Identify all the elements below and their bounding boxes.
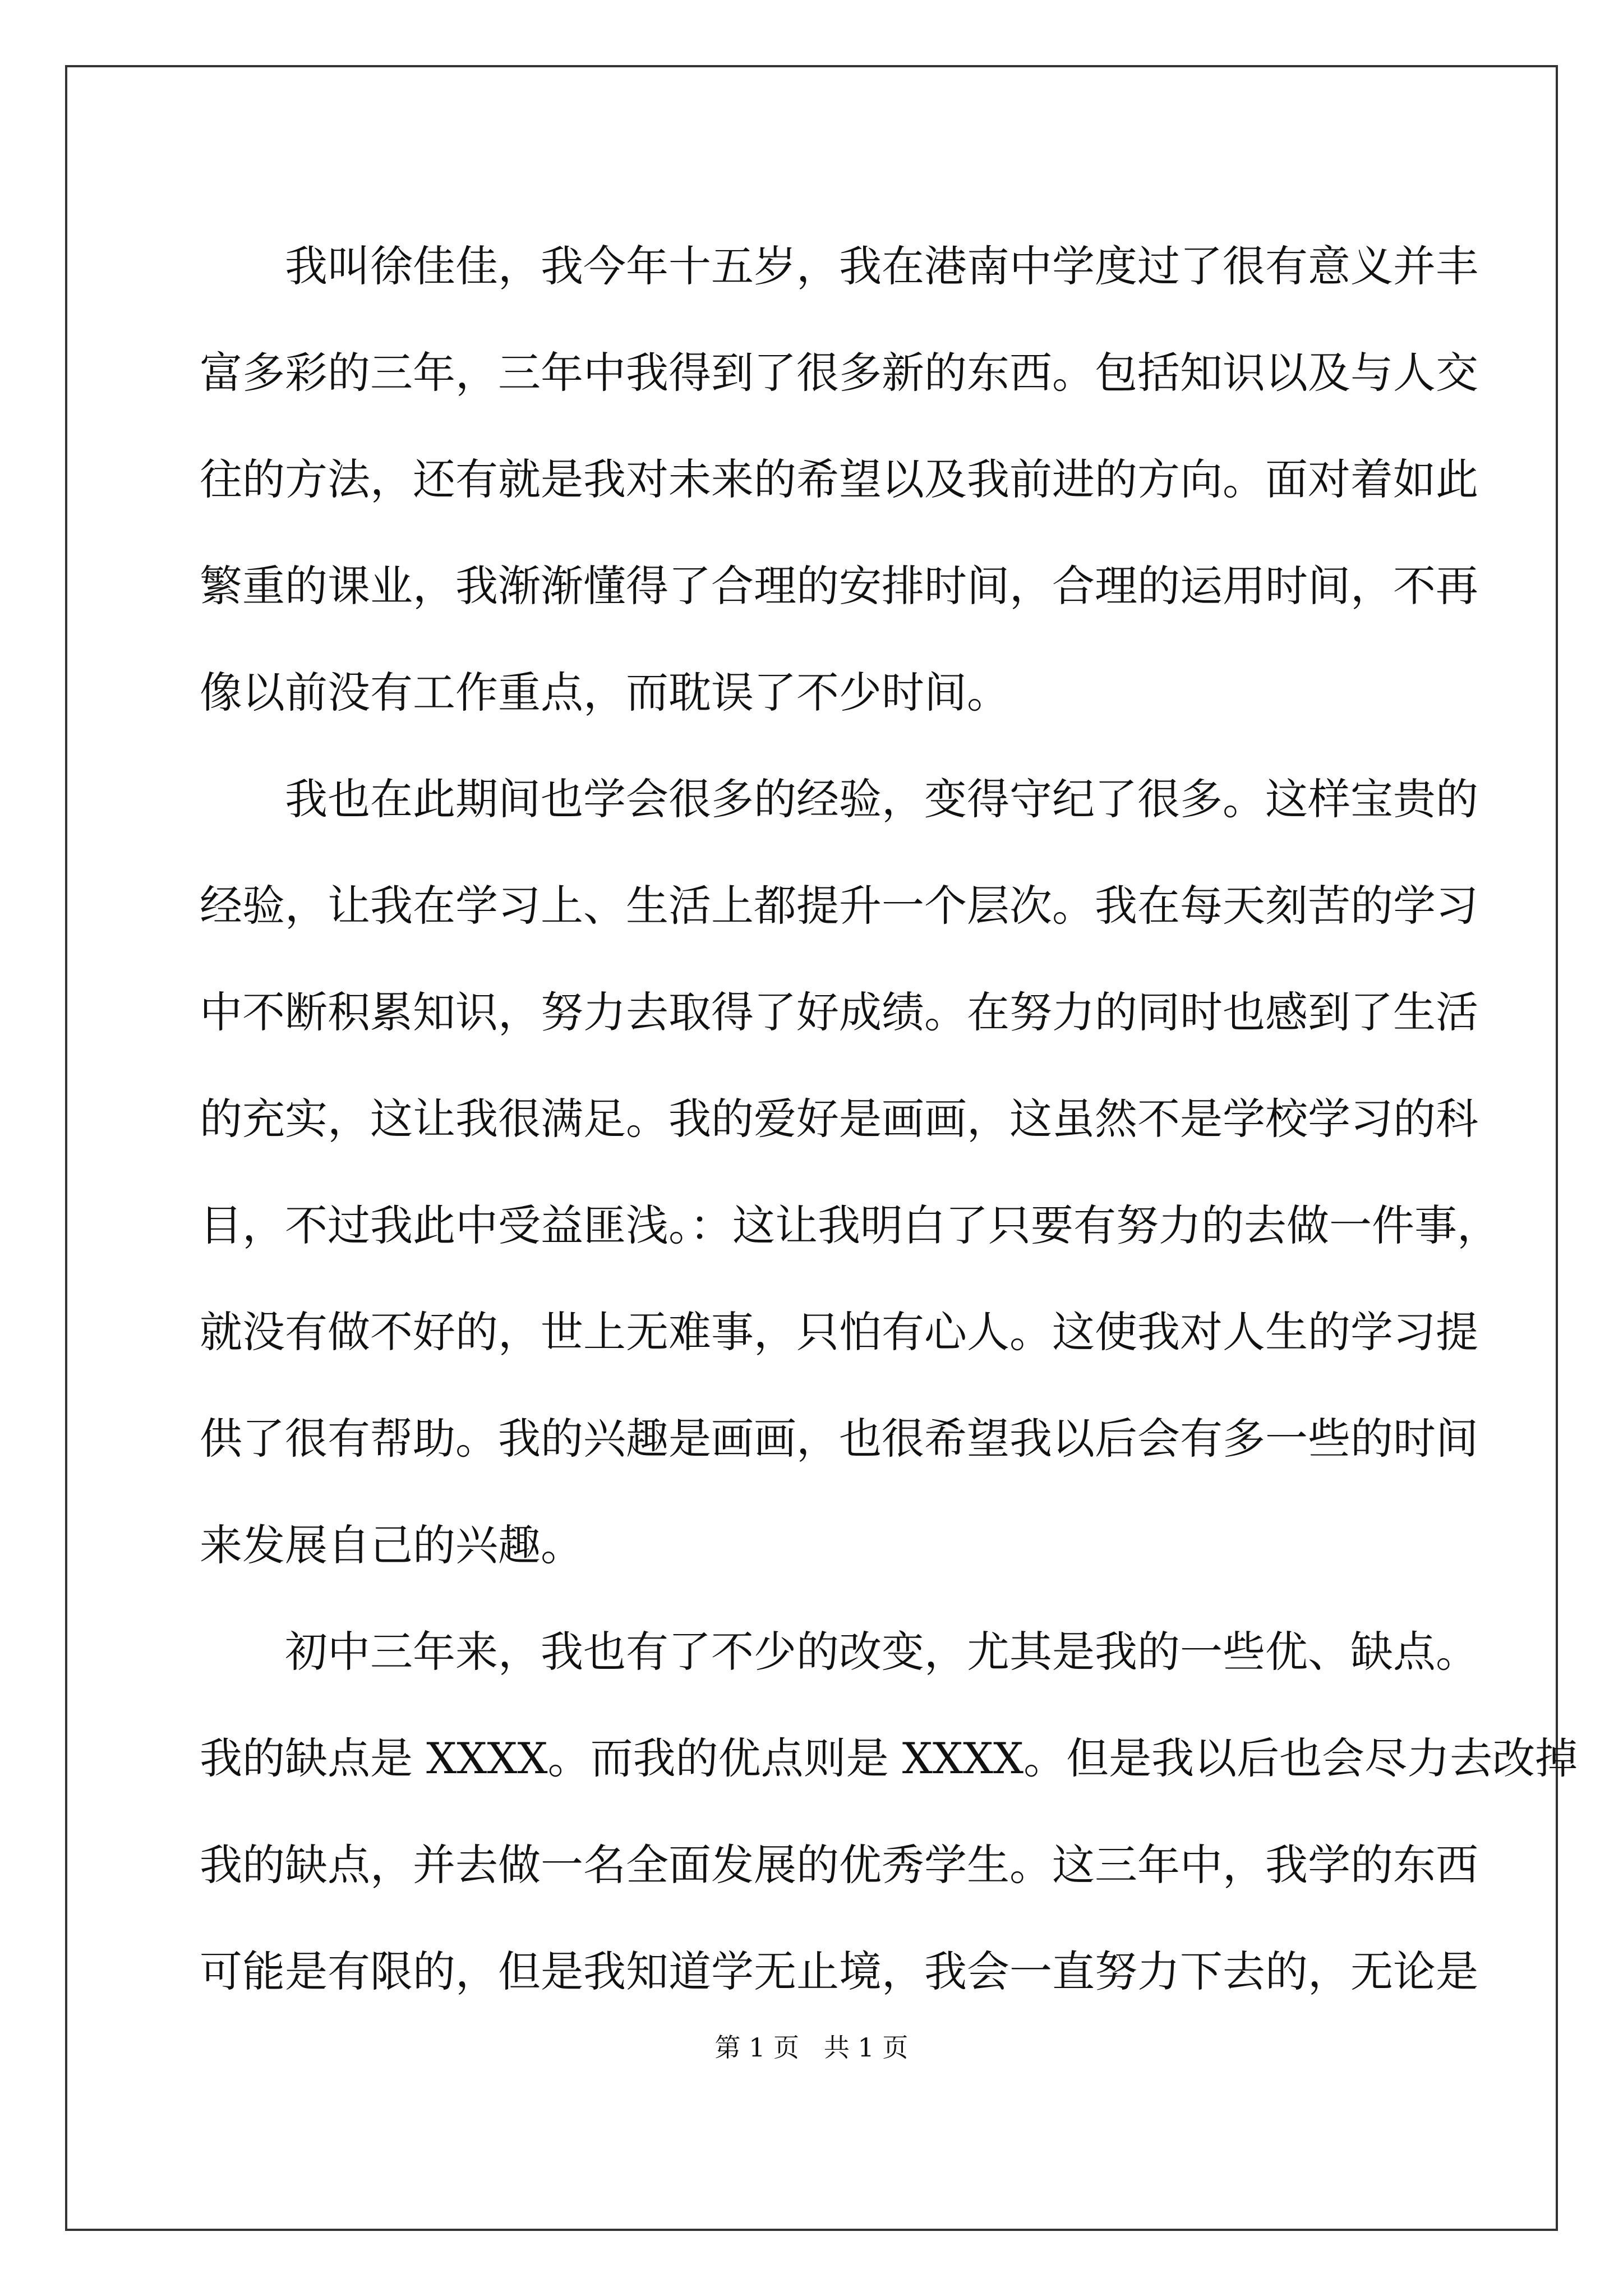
paragraph-3-line-1: 初中三年来，我也有了不少的改变，尤其是我的一些优、缺点。 [285, 1627, 1478, 1677]
page-number-footer: 第 1 页 共 1 页 [714, 2032, 909, 2063]
document-body [200, 213, 1578, 2025]
paragraph-3-line-3: 我的缺点，并去做一名全面发展的优秀学生。这三年中，我学的东西 [200, 1840, 1478, 1890]
paragraph-1-line-2: 富多彩的三年，三年中我得到了很多新的东西。包括知识以及与人交 [200, 348, 1478, 398]
paragraph-1-line-1: 我叫徐佳佳，我今年十五岁，我在港南中学度过了很有意义并丰 [285, 241, 1478, 291]
paragraph-3-line-2: 我的缺点是 XXXX。而我的优点则是 XXXX。但是我以后也会尽力去改掉 [200, 1733, 1578, 1783]
paragraph-3-line-4: 可能是有限的，但是我知道学无止境，我会一直努力下去的，无论是 [200, 1947, 1478, 1996]
paragraph-1-line-3: 往的方法，还有就是我对未来的希望以及我前进的方向。面对着如此 [200, 454, 1478, 504]
paragraph-2-line-6: 就没有做不好的，世上无难事，只怕有心人。这使我对人生的学习提 [200, 1307, 1478, 1357]
paragraph-2-line-5: 目，不过我此中受益匪浅。：这让我明白了只要有努力的去做一件事， [200, 1200, 1500, 1250]
paragraph-2-line-2: 经验，让我在学习上、生活上都提升一个层次。我在每天刻苦的学习 [200, 881, 1478, 931]
paragraph-2-line-4: 的充实，这让我很满足。我的爱好是画画，这虽然不是学校学习的科 [200, 1094, 1478, 1144]
paragraph-2-line-3: 中不断积累知识，努力去取得了好成绩。在努力的同时也感到了生活 [200, 987, 1478, 1037]
paragraph-2-line-8: 来发展自己的兴趣。 [200, 1520, 583, 1570]
paragraph-1-line-5: 像以前没有工作重点，而耽误了不少时间。 [200, 668, 1009, 717]
paragraph-2-line-7: 供了很有帮助。我的兴趣是画画，也很希望我以后会有多一些的时间 [200, 1414, 1478, 1464]
paragraph-1-line-4: 繁重的课业，我渐渐懂得了合理的安排时间，合理的运用时间，不再 [200, 561, 1478, 611]
paragraph-2-line-1: 我也在此期间也学会很多的经验，变得守纪了很多。这样宝贵的 [285, 774, 1478, 824]
